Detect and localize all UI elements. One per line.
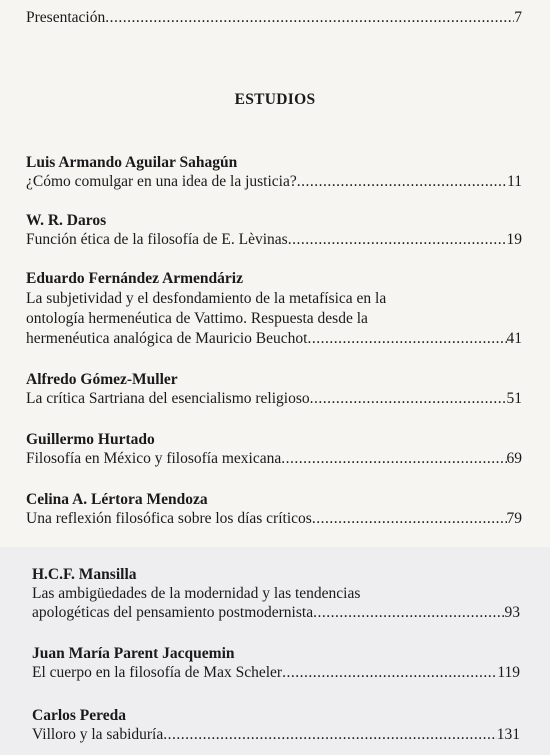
toc-entry-title: Presentación — [26, 9, 106, 26]
toc-entry[interactable] — [26, 329, 522, 348]
toc-author: Celina A. Lértora Mendoza — [26, 491, 208, 508]
toc-entry-title-line: La subjetividad y el desfondamiento de la metafísica en la — [26, 290, 387, 307]
toc-entry-presentacion[interactable] — [26, 8, 522, 27]
toc-page-number: 11 — [507, 173, 522, 190]
toc-author: H.C.F. Mansilla — [32, 566, 137, 583]
toc-entry[interactable] — [32, 725, 520, 744]
dot-leader — [307, 329, 506, 348]
toc-entry-title: ¿Cómo comulgar en una idea de la justicia? — [26, 173, 297, 190]
toc-author: Carlos Pereda — [32, 707, 126, 724]
toc-page-number: 51 — [506, 390, 522, 407]
dot-leader — [281, 449, 506, 468]
dot-leader — [297, 172, 507, 191]
toc-page-number: 119 — [497, 664, 520, 681]
toc-page-number: 19 — [506, 231, 522, 248]
toc-entry[interactable] — [32, 663, 520, 682]
toc-author: Eduardo Fernández Armendáriz — [26, 270, 243, 287]
dot-leader — [163, 725, 497, 744]
toc-page-number: 93 — [504, 604, 520, 621]
toc-entry-title: La crítica Sartriana del esencialismo religioso — [26, 390, 310, 407]
dot-leader — [313, 603, 504, 622]
toc-entry[interactable] — [26, 509, 522, 528]
toc-entry-title-line: Las ambigüedades de la modernidad y las tendencias — [32, 585, 361, 602]
dot-leader — [310, 389, 507, 408]
dot-leader — [288, 230, 507, 249]
toc-author: Juan María Parent Jacquemin — [32, 645, 235, 662]
toc-entry-title: hermenéutica analógica de Mauricio Beuchot — [26, 330, 308, 347]
toc-author: Luis Armando Aguilar Sahagún — [26, 154, 238, 171]
toc-entry-title: Filosofía en México y filosofía mexicana — [26, 450, 282, 467]
toc-page-number: 131 — [496, 726, 520, 743]
toc-page-number: 7 — [514, 9, 522, 26]
toc-entry[interactable] — [26, 172, 522, 191]
dot-leader — [312, 509, 507, 528]
toc-page-number: 69 — [506, 450, 522, 467]
toc-entry-title: Función ética de la filosofía de E. Lèvinas — [26, 231, 288, 248]
toc-entry-title-line: ontología hermenéutica de Vattimo. Respuesta desde la — [26, 310, 368, 327]
toc-page-number: 79 — [506, 510, 522, 527]
toc-entry-title: Una reflexión filosófica sobre los días críticos — [26, 510, 312, 527]
toc-entry[interactable] — [26, 230, 522, 249]
toc-author: Alfredo Gómez-Muller — [26, 371, 178, 388]
section-heading: ESTUDIOS — [234, 91, 316, 108]
dot-leader — [282, 663, 497, 682]
toc-entry[interactable] — [26, 389, 522, 408]
toc-author: W. R. Daros — [26, 212, 107, 229]
toc-page-number: 41 — [506, 330, 522, 347]
toc-entry[interactable] — [32, 603, 520, 622]
toc-entry-title: apologéticas del pensamiento postmodernista — [32, 604, 314, 621]
dot-leader — [105, 8, 514, 27]
toc-author: Guillermo Hurtado — [26, 431, 155, 448]
toc-entry[interactable] — [26, 449, 522, 468]
toc-entry-title: El cuerpo en la filosofía de Max Scheler — [32, 664, 283, 681]
toc-entry-title: Villoro y la sabiduría — [32, 726, 164, 743]
